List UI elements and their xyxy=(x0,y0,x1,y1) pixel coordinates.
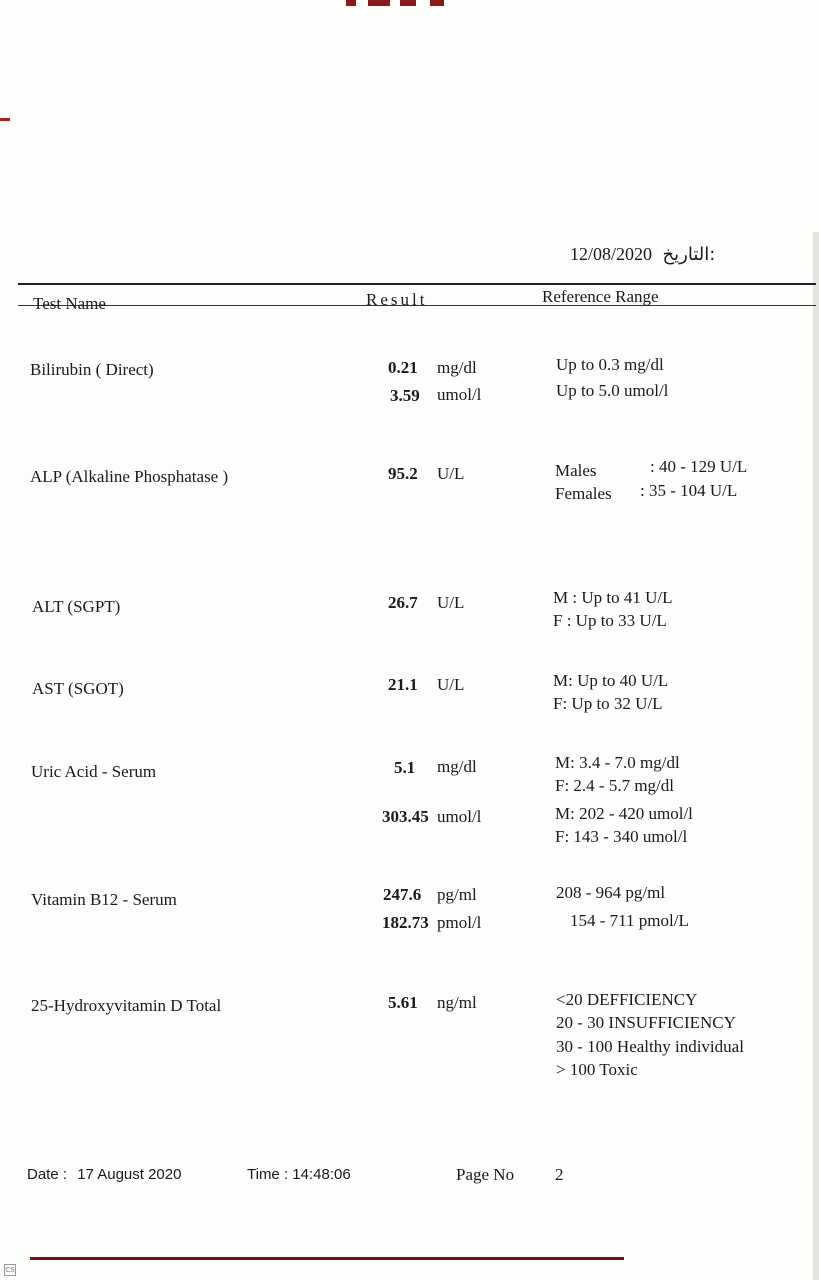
reference-range: > 100 Toxic xyxy=(556,1060,638,1079)
reference-label: Males xyxy=(555,461,597,480)
result-value: 0.21 xyxy=(388,358,418,377)
reference-range: 20 - 30 INSUFFICIENCY xyxy=(556,1013,736,1032)
result-unit: U/L xyxy=(437,593,465,612)
result-value: 21.1 xyxy=(388,675,418,694)
column-header-reference-range: Reference Range xyxy=(542,287,659,306)
reference-range: <20 DEFFICIENCY xyxy=(556,990,698,1009)
report-date xyxy=(570,244,760,265)
reference-range: F : Up to 33 U/L xyxy=(553,611,667,630)
reference-range: Up to 0.3 mg/dl xyxy=(556,355,664,374)
footer-rule xyxy=(30,1257,624,1260)
result-unit: umol/l xyxy=(437,385,482,404)
reference-range: 154 - 711 pmol/L xyxy=(570,911,689,930)
column-header-result: Result xyxy=(366,290,428,309)
letterhead-fragment xyxy=(340,0,480,8)
footer-date-value: 17 August 2020 xyxy=(77,1166,182,1183)
footer-date xyxy=(27,1166,181,1183)
reference-range: Up to 5.0 umol/l xyxy=(556,381,669,400)
result-unit: U/L xyxy=(437,675,465,694)
test-name: ALP (Alkaline Phosphatase ) xyxy=(30,467,229,486)
reference-range: M: 202 - 420 umol/l xyxy=(555,804,693,823)
reference-range: M : Up to 41 U/L xyxy=(553,588,673,607)
result-value: 3.59 xyxy=(390,386,420,405)
result-value: 26.7 xyxy=(388,593,418,612)
reference-range: F: Up to 32 U/L xyxy=(553,694,663,713)
reference-range: M: Up to 40 U/L xyxy=(553,671,669,690)
reference-range: 30 - 100 Healthy individual xyxy=(556,1037,744,1056)
test-name: Uric Acid - Serum xyxy=(31,762,157,781)
footer-time: Time : 14:48:06 xyxy=(247,1166,351,1183)
header-rule-top xyxy=(18,283,816,285)
result-unit: U/L xyxy=(437,464,465,483)
reference-range: F: 143 - 340 umol/l xyxy=(555,827,688,846)
result-value: 303.45 xyxy=(382,807,429,826)
scanner-logo-icon: CS xyxy=(5,1266,15,1274)
footer-date-label: Date : xyxy=(27,1166,68,1183)
test-name: ALT (SGPT) xyxy=(32,597,121,616)
test-name: 25-Hydroxyvitamin D Total xyxy=(31,996,222,1015)
footer-page-number: 2 xyxy=(555,1165,564,1184)
test-name: Vitamin B12 - Serum xyxy=(31,890,177,909)
reference-range: : 35 - 104 U/L xyxy=(640,481,738,500)
result-unit: mg/dl xyxy=(437,358,477,377)
report-date-value: 12/08/2020 xyxy=(570,244,653,264)
test-name: Bilirubin ( Direct) xyxy=(30,360,154,379)
result-value: 5.1 xyxy=(394,758,416,777)
result-unit: mg/dl xyxy=(437,757,477,776)
result-value: 182.73 xyxy=(382,913,429,932)
reference-label: Females xyxy=(555,484,612,503)
result-value: 5.61 xyxy=(388,993,418,1012)
report-date-label: التاريخ: xyxy=(662,244,716,265)
margin-tick xyxy=(0,118,10,121)
reference-range: F: 2.4 - 5.7 mg/dl xyxy=(555,776,675,795)
reference-range: : 40 - 129 U/L xyxy=(650,457,748,476)
result-value: 247.6 xyxy=(383,885,422,904)
page-fold-shadow xyxy=(813,232,819,1280)
column-header-test-name: Test Name xyxy=(33,294,106,313)
result-unit: ng/ml xyxy=(437,993,477,1012)
result-unit: pmol/l xyxy=(437,913,482,932)
footer-page-label: Page No xyxy=(456,1165,515,1184)
result-unit: pg/ml xyxy=(437,885,477,904)
reference-range: 208 - 964 pg/ml xyxy=(556,883,666,902)
reference-range: M: 3.4 - 7.0 mg/dl xyxy=(555,753,680,772)
test-name: AST (SGOT) xyxy=(32,679,124,698)
result-value: 95.2 xyxy=(388,464,418,483)
result-unit: umol/l xyxy=(437,807,482,826)
